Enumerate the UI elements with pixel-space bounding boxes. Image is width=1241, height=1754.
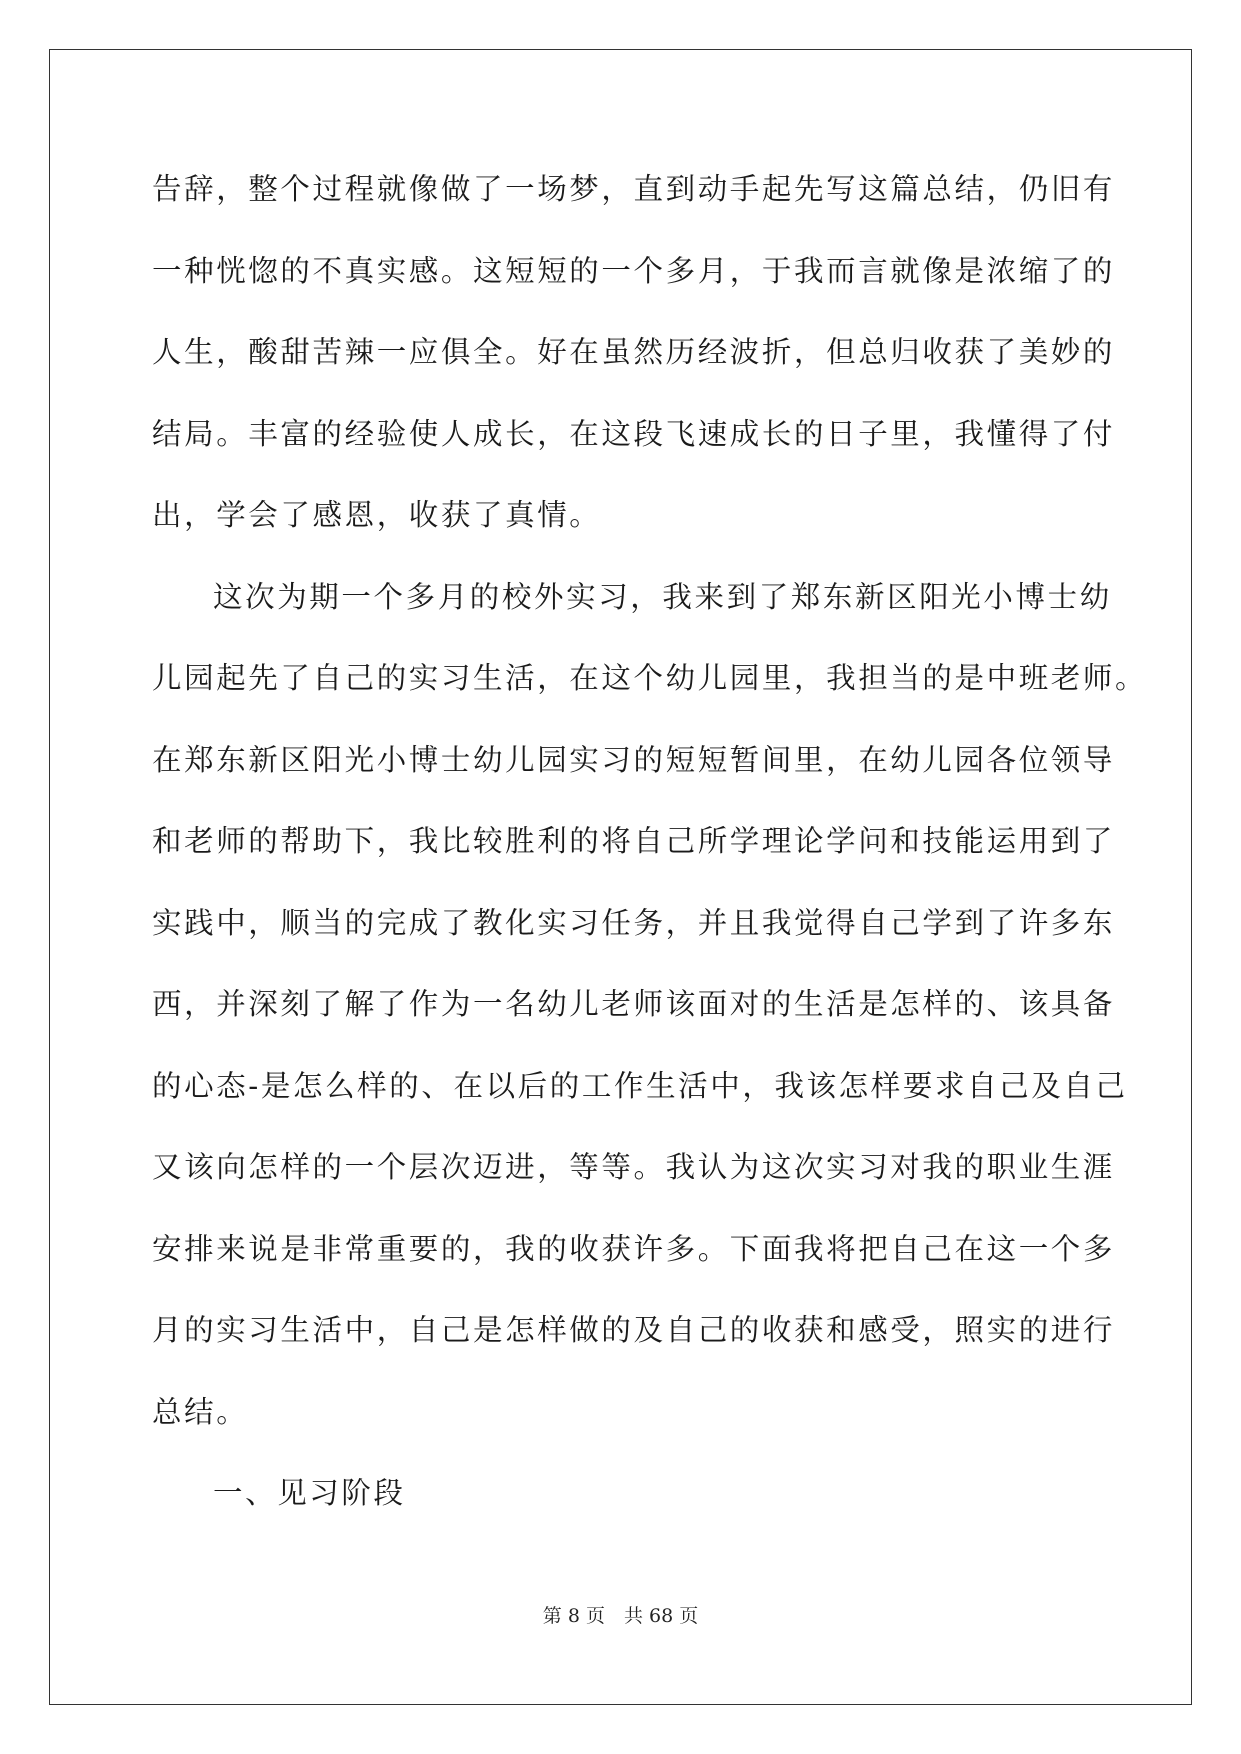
text-line: 总结。	[152, 1394, 249, 1429]
text-line: 实践中，顺当的完成了教化实习任务，并且我觉得自己学到了许多东	[152, 905, 1116, 940]
text-line: 西，并深刻了解了作为一名幼儿老师该面对的生活是怎样的、该具备	[152, 987, 1116, 1021]
text-line: 月的实习生活中，自己是怎样做的及自己的收获和感受，照实的进行	[152, 1313, 1116, 1347]
page-number-label: 第 8 页 共 68 页	[542, 1605, 699, 1627]
text-line: 人生，酸甜苦辣一应俱全。好在虽然历经波折，但总归收获了美妙的	[152, 335, 1116, 369]
text-line: 出，学会了感恩，收获了真情。	[152, 498, 602, 532]
text-line: 告辞，整个过程就像做了一场梦，直到动手起先写这篇总结，仍旧有	[152, 172, 1116, 206]
section-heading: 一、见习阶段	[213, 1476, 406, 1510]
text-line: 儿园起先了自己的实习生活，在这个幼儿园里，我担当的是中班老师。	[152, 661, 1148, 695]
document-body	[152, 160, 1148, 1546]
text-line: 在郑东新区阳光小博士幼儿园实习的短短暂间里，在幼儿园各位领导	[152, 742, 1116, 777]
paragraph-start-line: 这次为期一个多月的校外实习，我来到了郑东新区阳光小博士幼	[213, 579, 1112, 614]
page-footer	[0, 1604, 1241, 1628]
text-line: 一种恍惚的不真实感。这短短的一个多月，于我而言就像是浓缩了的	[152, 253, 1116, 288]
text-line: 的心态-是怎么样的、在以后的工作生活中，我该怎样要求自己及自己	[152, 1068, 1128, 1103]
text-line: 和老师的帮助下，我比较胜利的将自己所学理论学问和技能运用到了	[152, 824, 1116, 858]
text-line: 又该向怎样的一个层次迈进，等等。我认为这次实习对我的职业生涯	[152, 1150, 1116, 1184]
text-line: 结局。丰富的经验使人成长，在这段飞速成长的日子里，我懂得了付	[152, 416, 1116, 451]
text-line: 安排来说是非常重要的，我的收获许多。下面我将把自己在这一个多	[152, 1231, 1116, 1266]
